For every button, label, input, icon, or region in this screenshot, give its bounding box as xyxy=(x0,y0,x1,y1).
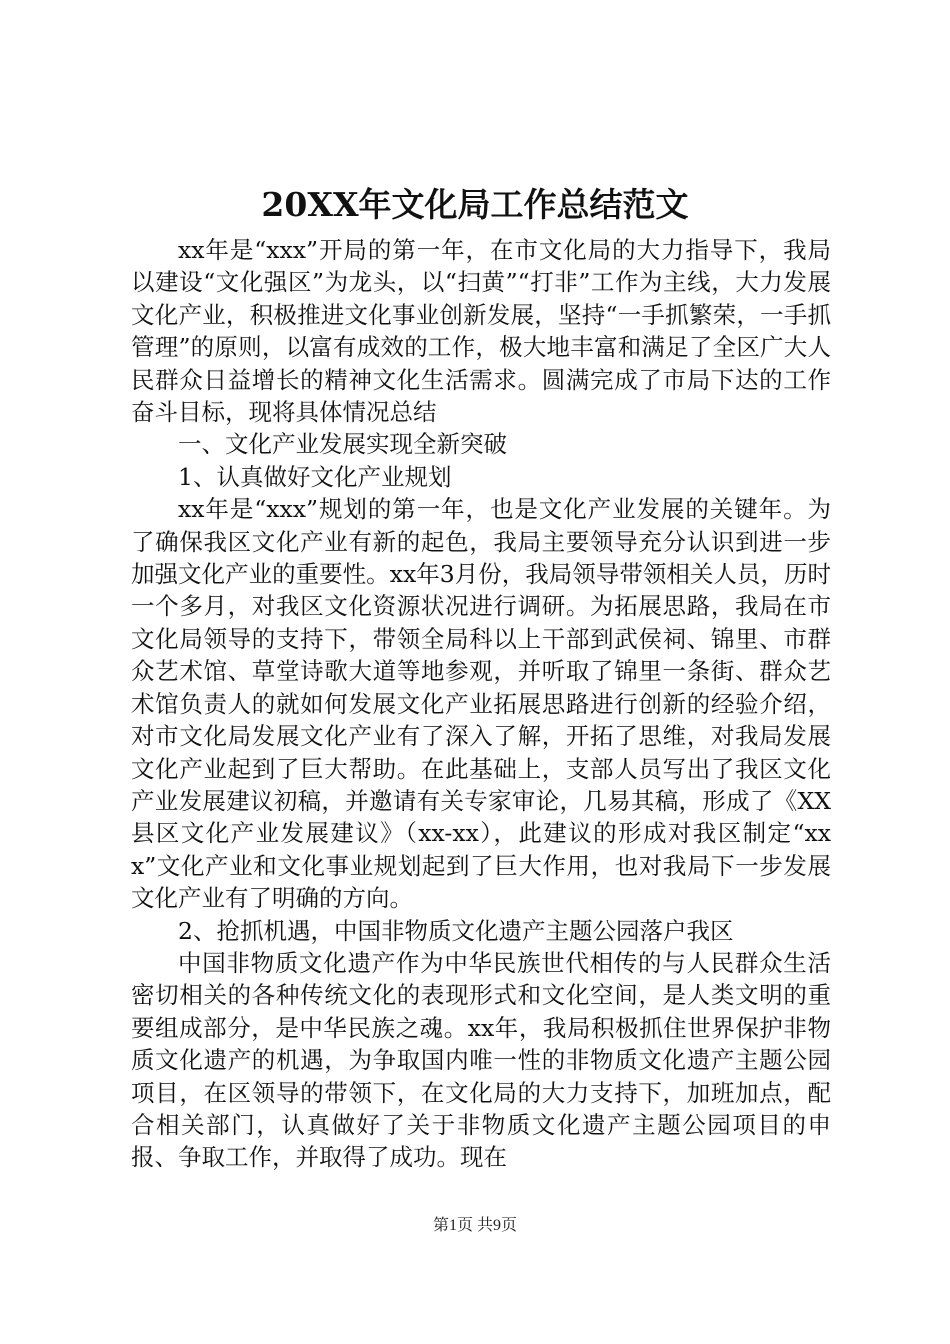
document-title: 20XX年文化局工作总结范文 xyxy=(261,185,689,224)
section-heading-1: 一、文化产业发展实现全新突破 xyxy=(178,430,507,459)
subsection-heading-1: 1、认真做好文化产业规划 xyxy=(178,462,452,491)
paragraph-heritage: 中国非物质文化遗产作为中华民族世代相传的与人民群众生活密切相关的各种传统文化的表现形式和文化空间，是人类文明的重要组成部分，是中华民族之魂。xx年，我局积极抓住世界保护非物质文化遗产的机遇，为争取国内唯一性的非物质文化遗产主题公园项目，在区领导的带领下，在文化局的大力支持下，加班加点，配合相关部门，认真做好了关于非物质文化遗产主题公园项目的申报、争取工作，并取得了成功。现在 xyxy=(131,948,831,1172)
paragraph-planning: xx年是“xxx”规划的第一年，也是文化产业发展的关键年。为了确保我区文化产业有新的起色，我局主要领导充分认识到进一步加强文化产业的重要性。xx年3月份，我局领导带领相关人员，历时一个多月，对我区文化资源状况进行调研。为拓展思路，我局在市文化局领导的支持下，带领全局科以上干部到武侯祠、锦里、市群众艺术馆、草堂诗歌大道等地参观，并听取了锦里一条街、群众艺术馆负责人的就如何发展文化产业拓展思路进行创新的经验介绍，对市文化局发展文化产业有了深入了解，开拓了思维，对我局发展文化产业起到了巨大帮助。在此基础上，支部人员写出了我区文化产业发展建议初稿，并邀请有关专家审论，几易其稿，形成了《XX县区文化产业发展建议》（xx-xx），此建议的形成对我区制定“xxx”文化产业和文化事业规划起到了巨大作用，也对我局下一步发展文化产业有了明确的方向。 xyxy=(131,495,831,913)
document-body xyxy=(131,234,831,1174)
paragraph-intro: xx年是“xxx”开局的第一年，在市文化局的大力指导下，我局以建设“文化强区”为龙头，以“扫黄”“打非”工作为主线，大力发展文化产业，积极推进文化事业创新发展，坚持“一手抓繁荣，一手抓管理”的原则，以富有成效的工作，极大地丰富和满足了全区广大人民群众日益增长的精神文化生活需求。圆满完成了市局下达的工作奋斗目标，现将具体情况总结 xyxy=(131,236,831,427)
subsection-heading-2: 2、抢抓机遇，中国非物质文化遗产主题公园落户我区 xyxy=(178,916,734,945)
page-number-footer: 第1页 共9页 xyxy=(432,1217,517,1234)
